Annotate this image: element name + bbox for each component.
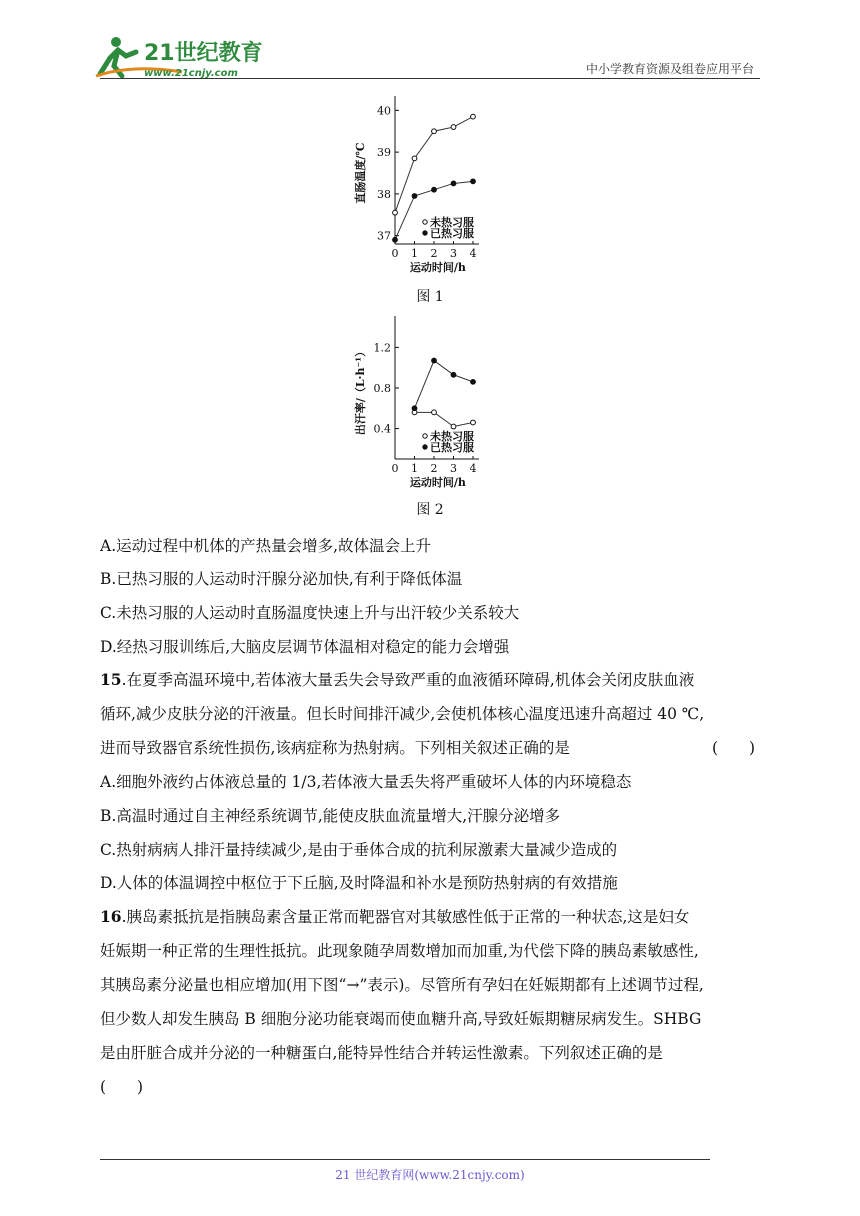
runner-logo-icon bbox=[92, 34, 262, 80]
x-tick-label: 0 bbox=[391, 247, 399, 260]
y-tick-label: 1.2 bbox=[373, 341, 391, 355]
q14-option-b: B.已热习服的人运动时汗腺分泌加快,有利于降低体温 bbox=[100, 570, 463, 588]
series-trained-point bbox=[451, 181, 456, 186]
y-axis-label: 出汗率/（L·h⁻¹） bbox=[354, 345, 367, 436]
q16-stem-line-4: 但少数人却发生胰岛 B 细胞分泌功能衰竭而使血糖升高,导致妊娠期糖尿病发生。SHBG bbox=[100, 1010, 702, 1028]
x-tick-label: 2 bbox=[430, 462, 438, 475]
y-tick-label: 0.4 bbox=[373, 422, 391, 436]
series-untrained-point bbox=[412, 156, 417, 161]
q14-option-c: C.未热习服的人运动时直肠温度快速上升与出汗较少关系较大 bbox=[100, 604, 520, 622]
figure-2-sweat-rate-chart bbox=[350, 316, 510, 491]
y-axis-label: 直肠温度/℃ bbox=[354, 142, 367, 204]
series-trained-point bbox=[471, 179, 476, 184]
series-untrained-point bbox=[432, 129, 437, 134]
series-trained-point bbox=[432, 358, 437, 363]
legend-trained-marker bbox=[423, 445, 427, 449]
series-untrained-point bbox=[451, 125, 456, 130]
y-tick-label: 37 bbox=[377, 229, 391, 243]
y-tick-label: 40 bbox=[377, 104, 391, 118]
y-tick-label: 0.8 bbox=[373, 381, 391, 395]
figure-1-rectal-temperature-chart bbox=[350, 96, 510, 276]
q16-stem-line-5: 是由肝脏合成并分泌的一种糖蛋白,能特异性结合并转运性激素。下列叙述正确的是 bbox=[100, 1044, 663, 1062]
figure-1-caption: 图 1 bbox=[416, 289, 444, 305]
q16-stem-line-3: 其胰岛素分泌量也相应增加(用下图“→”表示)。尽管所有孕妇在妊娠期都有上述调节过程, bbox=[100, 976, 704, 994]
site-logo bbox=[92, 34, 262, 80]
series-untrained-point bbox=[432, 410, 437, 415]
series-trained-line bbox=[415, 361, 474, 409]
x-tick-label: 0 bbox=[391, 462, 399, 475]
legend-untrained-label: 未热习服 bbox=[430, 216, 474, 229]
legend-trained-marker bbox=[423, 231, 427, 235]
legend-untrained-marker bbox=[423, 434, 427, 438]
q16-answer-bracket: ( ) bbox=[100, 1078, 144, 1096]
x-axis-label: 运动时间/h bbox=[409, 476, 466, 489]
series-untrained-point bbox=[393, 210, 398, 215]
x-tick-label: 1 bbox=[411, 462, 418, 475]
series-untrained-point bbox=[471, 420, 476, 425]
y-tick-label: 38 bbox=[377, 187, 391, 201]
q15-answer-bracket: ( ) bbox=[712, 739, 756, 757]
series-untrained-point bbox=[471, 114, 476, 119]
q15-option-d: D.人体的体温调控中枢位于下丘脑,及时降温和补水是预防热射病的有效措施 bbox=[100, 874, 618, 892]
series-trained-point bbox=[412, 194, 417, 199]
footer-divider bbox=[100, 1159, 710, 1160]
q14-option-a: A.运动过程中机体的产热量会增多,故体温会上升 bbox=[100, 537, 432, 555]
q14-option-d: D.经热习服训练后,大脑皮层调节体温相对稳定的能力会增强 bbox=[100, 638, 510, 656]
header-platform-text: 中小学教育资源及组卷应用平台 bbox=[585, 62, 754, 76]
x-tick-label: 4 bbox=[469, 462, 477, 475]
q16-number: 16 bbox=[100, 907, 122, 926]
figure-2-caption: 图 2 bbox=[416, 502, 444, 518]
series-untrained-line bbox=[415, 412, 474, 426]
legend-untrained-marker bbox=[423, 220, 427, 224]
header-divider bbox=[100, 78, 760, 79]
q15-stem-line-1: 15.在夏季高温环境中,若体液大量丢失会导致严重的血液循环障碍,机体会关闭皮肤血液 bbox=[100, 670, 695, 689]
series-untrained-point bbox=[451, 424, 456, 429]
series-trained-point bbox=[471, 379, 476, 384]
q15-option-a: A.细胞外液约占体液总量的 1/3,若体液大量丢失将严重破坏人体的内环境稳态 bbox=[100, 773, 632, 791]
legend-trained-label: 已热习服 bbox=[430, 441, 474, 454]
q15-option-b: B.高温时通过自主神经系统调节,能使皮肤血流量增大,汗腺分泌增多 bbox=[100, 807, 561, 825]
x-tick-label: 1 bbox=[411, 247, 418, 260]
q16-stem-line-1: 16.胰岛素抵抗是指胰岛素含量正常而靶器官对其敏感性低于正常的一种状态,这是妇女 bbox=[100, 907, 690, 926]
q15-option-c: C.热射病病人排汗量持续减少,是由于垂体合成的抗利尿激素大量减少造成的 bbox=[100, 841, 618, 859]
y-tick-label: 39 bbox=[377, 146, 391, 160]
series-trained-point bbox=[412, 406, 417, 411]
x-tick-label: 3 bbox=[450, 247, 457, 260]
x-tick-label: 4 bbox=[469, 247, 477, 260]
series-trained-point bbox=[432, 187, 437, 192]
legend-trained-label: 已热习服 bbox=[430, 227, 474, 240]
series-trained-point bbox=[393, 237, 398, 242]
svg-text:21世纪教育: 21世纪教育 bbox=[144, 41, 262, 66]
x-tick-label: 3 bbox=[450, 462, 457, 475]
x-tick-label: 2 bbox=[430, 247, 438, 260]
series-trained-point bbox=[451, 372, 456, 377]
q16-stem-line-2: 妊娠期一种正常的生理性抵抗。此现象随孕周数增加而加重,为代偿下降的胰岛素敏感性, bbox=[100, 942, 699, 960]
q15-stem-line-2: 循环,减少皮肤分泌的汗液量。但长时间排汗减少,会使机体核心温度迅速升高超过 40 ℃, bbox=[100, 705, 705, 723]
q15-number: 15 bbox=[100, 670, 122, 689]
x-axis-label: 运动时间/h bbox=[409, 261, 466, 274]
svg-text:www.21cnjy.com: www.21cnjy.com bbox=[144, 68, 238, 79]
q15-stem-line-3: 进而导致器官系统性损伤,该病症称为热射病。下列相关叙述正确的是 bbox=[100, 739, 570, 757]
legend-untrained-label: 未热习服 bbox=[430, 430, 474, 443]
footer-text: 21 世纪教育网(www.21cnjy.com) bbox=[335, 1168, 525, 1182]
